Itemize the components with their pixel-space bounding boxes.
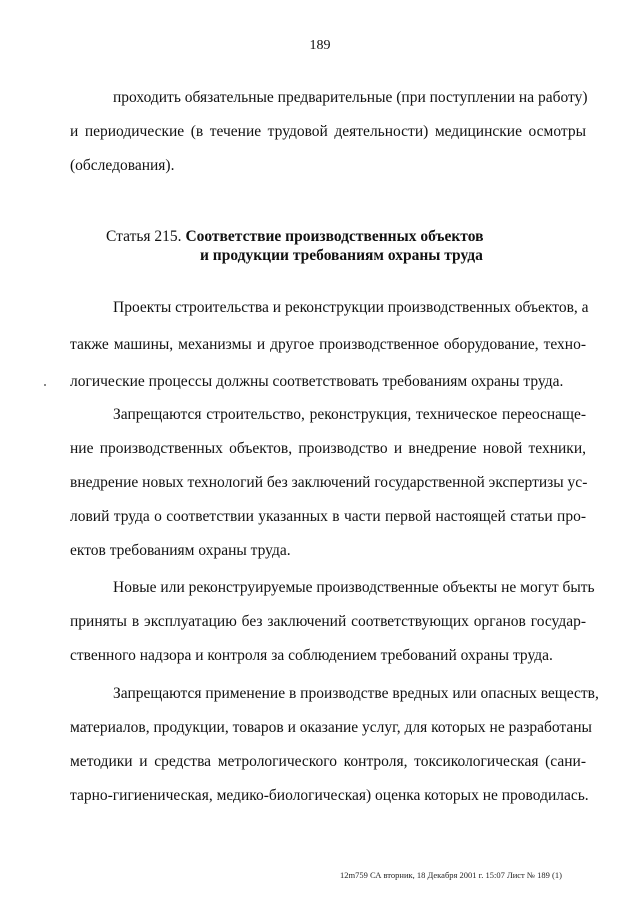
- text-line: внедрение новых технологий без заключений государственной экспертизы ус-: [70, 474, 588, 491]
- text-line: ние производственных объектов, производство и внедрение новой техники,: [70, 440, 586, 457]
- page-footer: 12m759 СА вторник, 18 Декабря 2001 г. 15:07 Лист № 189 (1): [340, 870, 562, 880]
- text-line: также машины, механизмы и другое производственное оборудование, техно-: [70, 336, 586, 353]
- text-line: материалов, продукции, товаров и оказание услуг, для которых не разработаны: [70, 719, 592, 736]
- text-line: Запрещаются строительство, реконструкция, техническое переоснаще-: [113, 406, 586, 423]
- text-line: и периодические (в течение трудовой деятельности) медицинские осмотры: [70, 123, 586, 140]
- margin-mark: [44, 384, 46, 386]
- article-title-line2: и продукции требованиям охраны труда: [200, 247, 483, 264]
- text-line: Новые или реконструируемые производственные объекты не могут быть: [113, 579, 595, 596]
- text-line: ектов требованиям охраны труда.: [70, 542, 291, 559]
- text-line: приняты в эксплуатацию без заключений соответствующих органов государ-: [70, 613, 586, 630]
- text-line: проходить обязательные предварительные (при поступлении на работу): [113, 89, 588, 106]
- text-line: (обследования).: [70, 157, 175, 174]
- article-title-line1: Соответствие производственных объектов: [185, 228, 484, 245]
- text-line: ственного надзора и контроля за соблюдением требований охраны труда.: [70, 647, 553, 664]
- text-line: ловий труда о соответствии указанных в части первой настоящей статьи про-: [70, 508, 586, 525]
- text-line: тарно-гигиеническая, медико-биологическая) оценка которых не проводилась.: [70, 787, 589, 804]
- text-line: логические процессы должны соответствовать требованиям охраны труда.: [70, 373, 564, 390]
- page-number: 189: [309, 38, 331, 53]
- text-line: Запрещаются применение в производстве вредных или опасных веществ,: [113, 685, 599, 702]
- article-label: Статья 215.: [106, 228, 182, 245]
- text-line: Проекты строительства и реконструкции производственных объектов, а: [113, 299, 589, 316]
- text-line: методики и средства метрологического контроля, токсикологическая (сани-: [70, 753, 586, 770]
